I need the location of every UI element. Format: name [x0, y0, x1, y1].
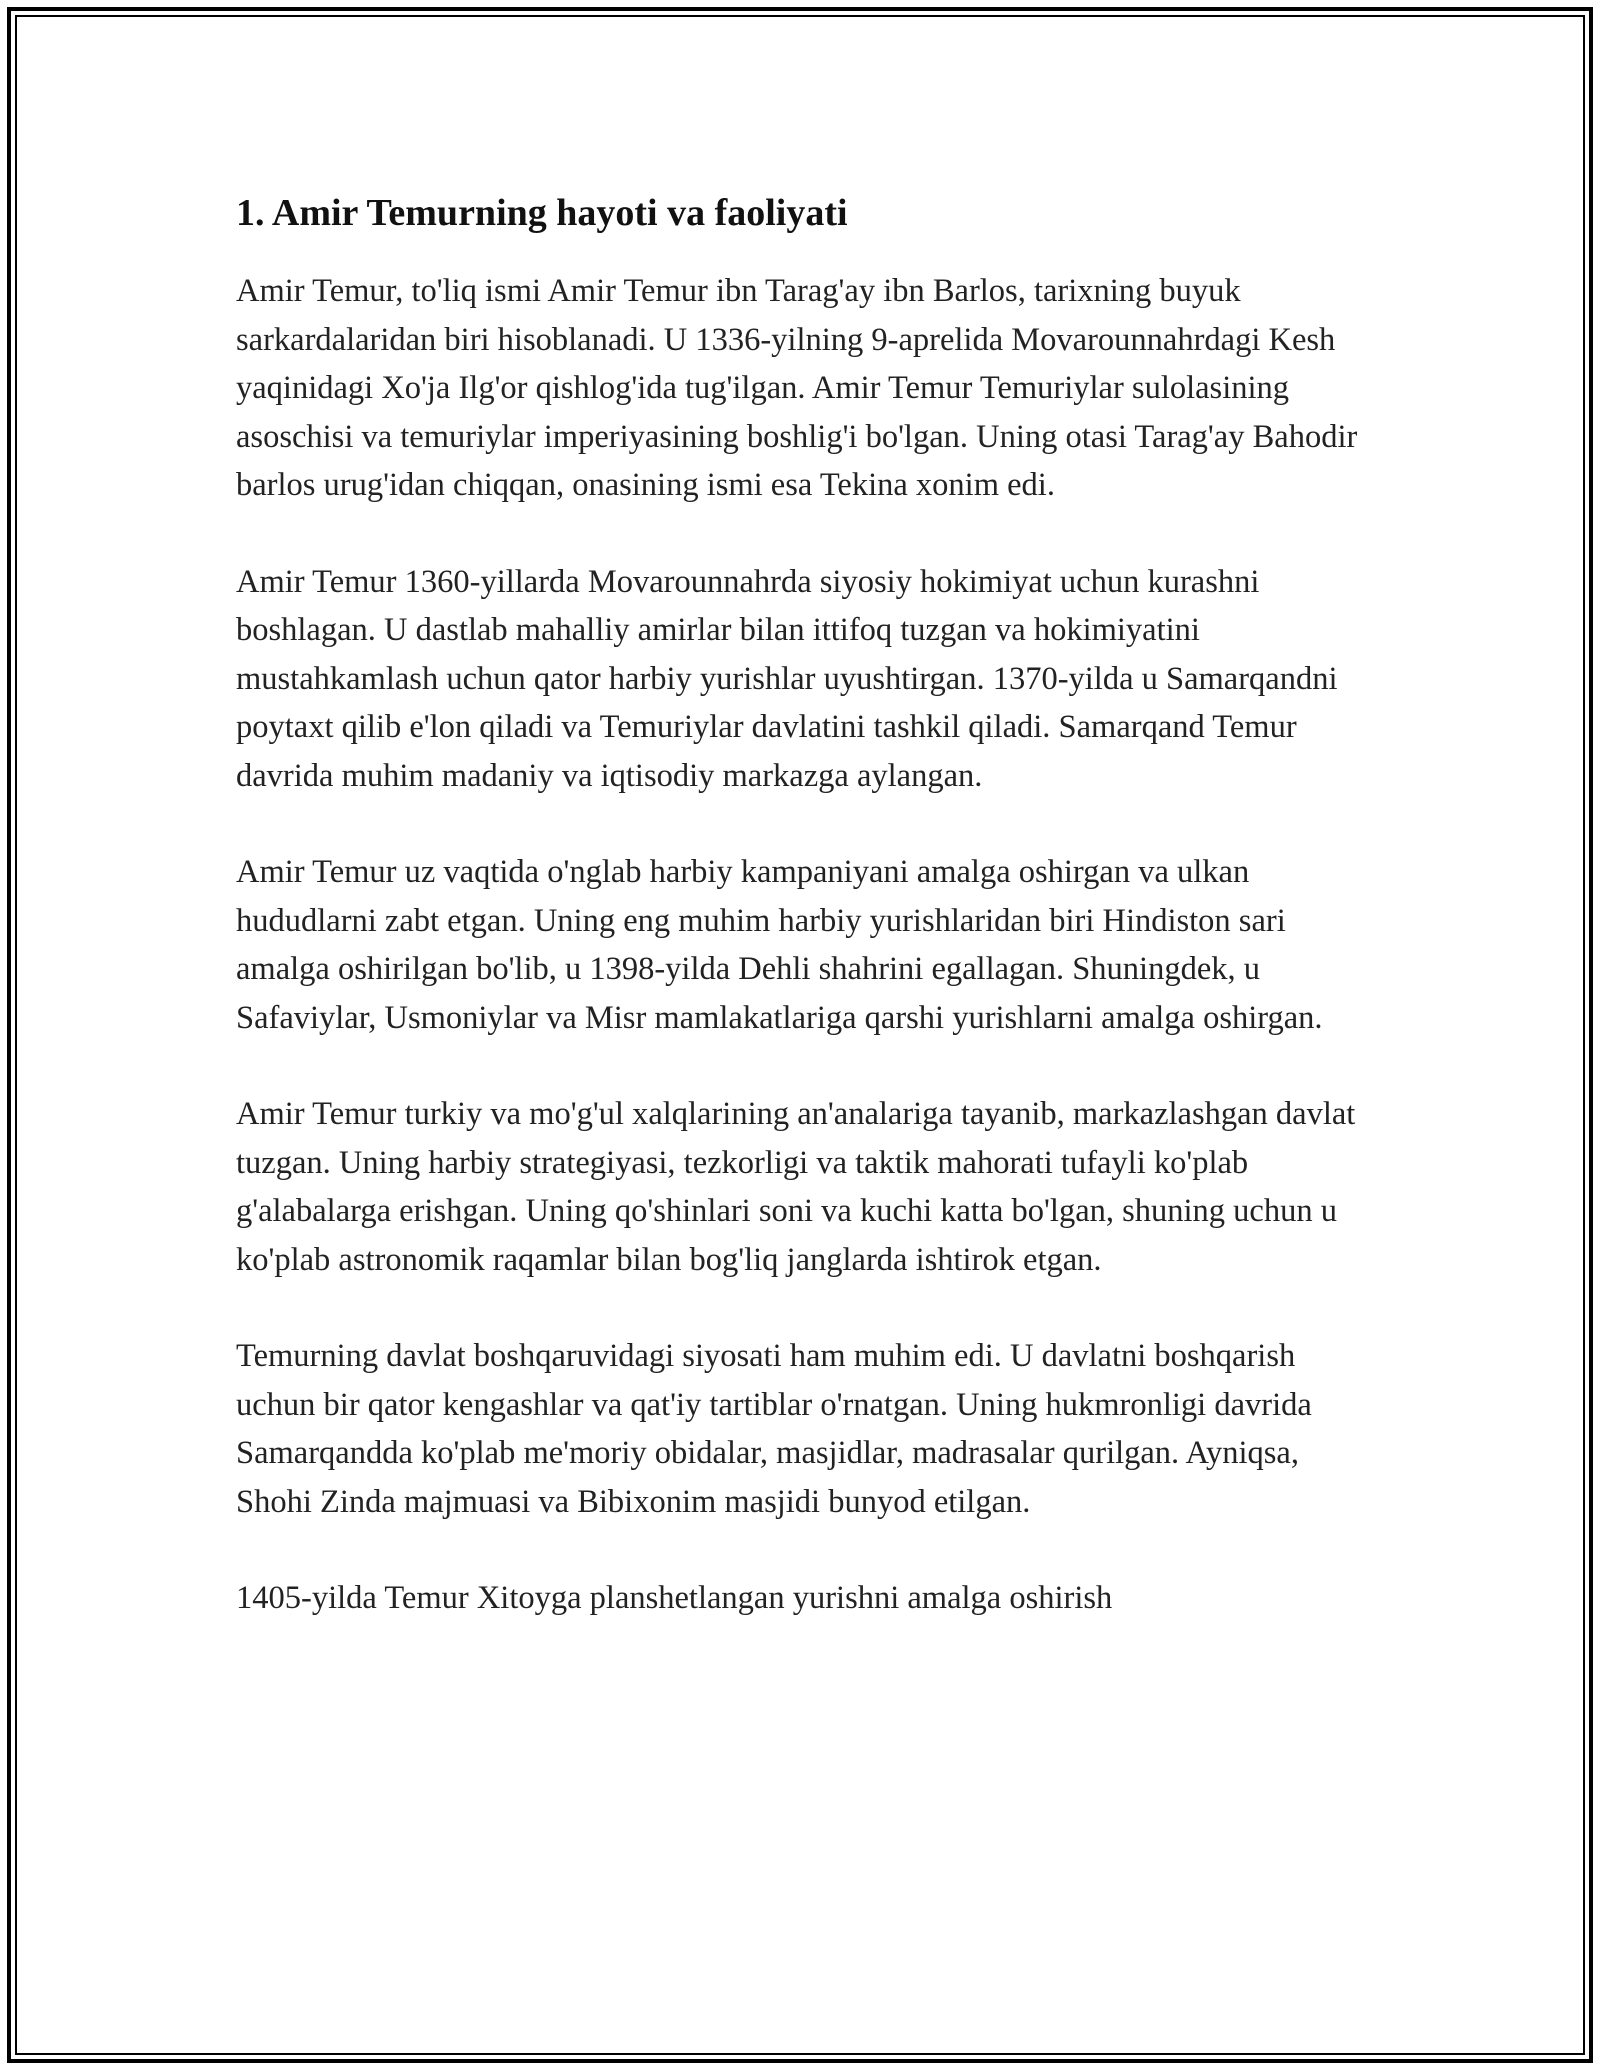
paragraph-3: Amir Temur uz vaqtida o'nglab harbiy kampaniyani amalga oshirgan va ulkan hududlarni zabt etgan. Uning eng muhim harbiy yurishlaridan biri Hindiston sari amalga oshirilgan bo'lib, u 1398-yilda Dehli shahrini egallagan. Shuningdek, u Safaviylar, Usmoniylar va Misr mamlakatlariga qarshi yurishlarni amalga oshirgan. — [236, 854, 1323, 1036]
paragraph-1: Amir Temur, to'liq ismi Amir Temur ibn Tarag'ay ibn Barlos, tarixning buyuk sarkardalaridan biri hisoblanadi. U 1336-yilning 9-aprelida Movarounnahrdagi Kesh yaqinidagi Xo'ja Ilg'or qishlog'ida tug'ilgan. Amir Temur Temuriylar sulolasining asoschisi va temuriylar imperiyasining boshlig'i bo'lgan. Uning otasi Tarag'ay Bahodir barlos urug'idan chiqqan, onasining ismi esa Tekina xonim edi. — [236, 273, 1358, 503]
document-body — [236, 188, 1366, 1671]
paragraph-5: Temurning davlat boshqaruvidagi siyosati ham muhim edi. U davlatni boshqarish uchun bir qator kengashlar va qat'iy tartiblar o'rnatgan. Uning hukmronligi davrida Samarqandda ko'plab me'moriy obidalar, masjidlar, madrasalar qurilgan. Ayniqsa, Shohi Zinda majmuasi va Bibixonim masjidi bunyod etilgan. — [236, 1338, 1312, 1520]
paragraph-6: 1405-yilda Temur Xitoyga planshetlangan yurishni amalga oshirish — [236, 1580, 1113, 1616]
paragraph-4: Amir Temur turkiy va mo'g'ul xalqlarining an'analariga tayanib, markazlashgan davlat tuzgan. Uning harbiy strategiyasi, tezkorligi va taktik mahorati tufayli ko'plab g'alabalarga erishgan. Uning qo'shinlari soni va kuchi katta bo'lgan, shuning uchun u ko'plab astronomik raqamlar bilan bog'liq janglarda ishtirok etgan. — [236, 1096, 1356, 1278]
page-title: 1. Amir Temurning hayoti va faoliyati — [236, 192, 848, 234]
paragraph-2: Amir Temur 1360-yillarda Movarounnahrda siyosiy hokimiyat uchun kurashni boshlagan. U dastlab mahalliy amirlar bilan ittifoq tuzgan va hokimiyatini mustahkamlash uchun qator harbiy yurishlar uyushtirgan. 1370-yilda u Samarqandni poytaxt qilib e'lon qiladi va Temuriylar davlatini tashkil qiladi. Samarqand Temur davrida muhim madaniy va iqtisodiy markazga aylangan. — [236, 563, 1338, 794]
